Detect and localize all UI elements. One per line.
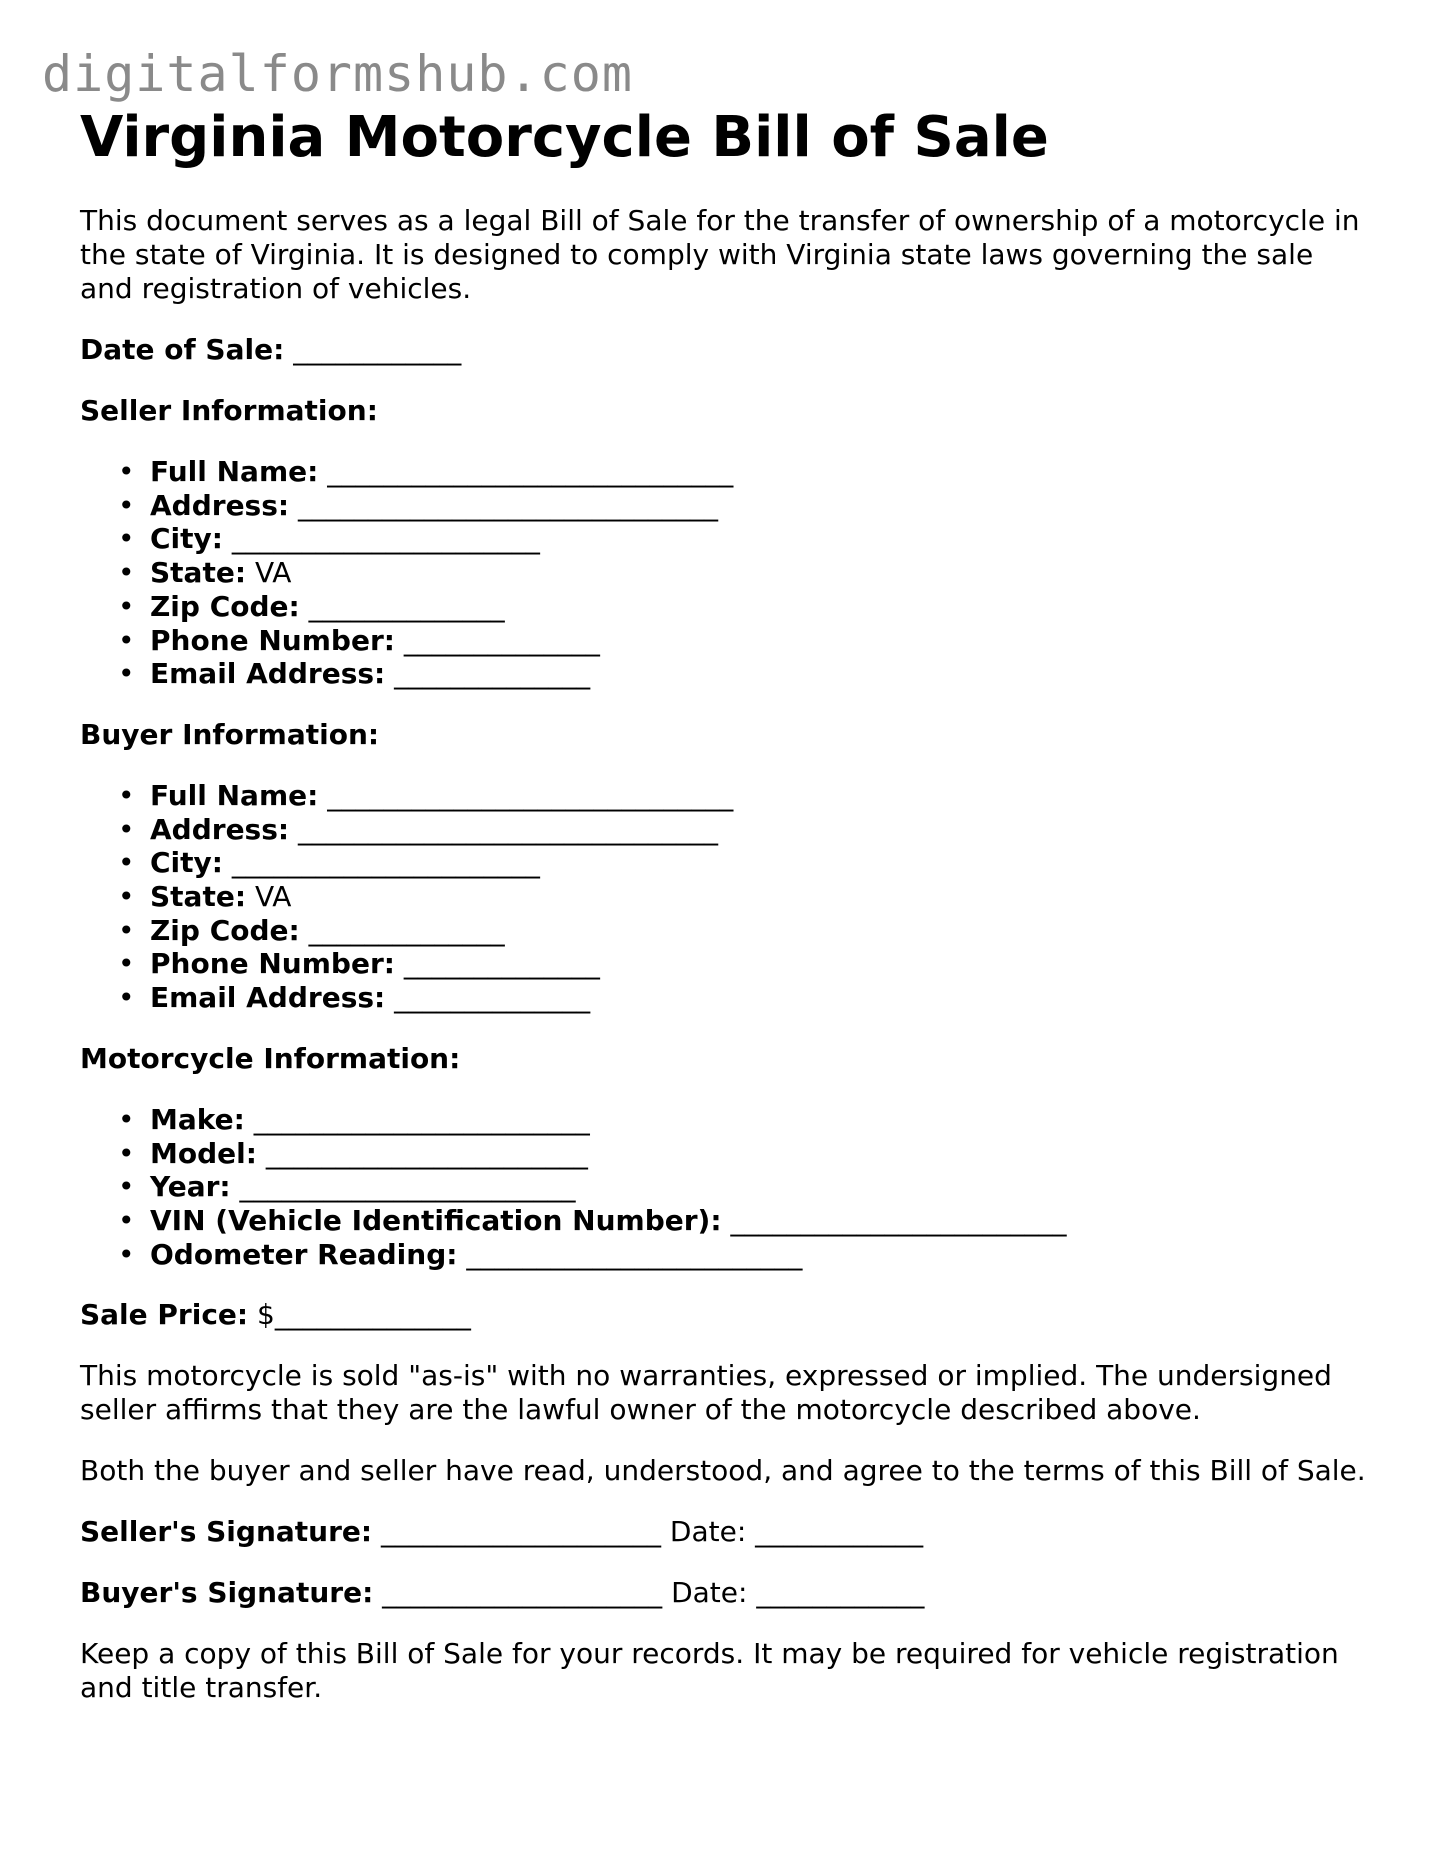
field-blank[interactable]: _____________________________ <box>327 778 734 812</box>
buyer-fields-list <box>80 779 1370 1015</box>
seller-signature-blank[interactable]: ____________________ <box>381 1515 661 1549</box>
buyer-date-label: Date: <box>671 1576 748 1610</box>
field-label: Phone Number: <box>150 947 395 981</box>
as-is-paragraph: This motorcycle is sold "as-is" with no warranties, expressed or implied. The undersigned seller affirms that they are the lawful owner of the motorcycle described above. <box>80 1359 1332 1427</box>
seller-fields-list <box>80 455 1370 691</box>
buyer-signature-label: Buyer's Signature: <box>80 1576 374 1610</box>
field-label: Year: <box>150 1170 231 1204</box>
date-of-sale-label: Date of Sale: <box>80 333 285 366</box>
motorcycle-vin-field <box>150 1204 1370 1238</box>
seller-signature-line <box>80 1515 1370 1549</box>
agreement-paragraph: Both the buyer and seller have read, understood, and agree to the terms of this Bill of Sale. <box>80 1454 1366 1488</box>
field-label: Full Name: <box>150 455 319 488</box>
field-value: VA <box>254 880 292 914</box>
field-label: Zip Code: <box>150 589 300 623</box>
field-label: Zip Code: <box>150 913 300 947</box>
motorcycle-year-field <box>150 1170 1370 1204</box>
page-title: Virginia Motorcycle Bill of Sale <box>80 105 1049 170</box>
buyer-signature-blank[interactable]: ____________________ <box>382 1576 663 1610</box>
watermark: digitalformshub.com <box>42 45 633 103</box>
field-blank[interactable]: ______________ <box>394 981 591 1015</box>
field-label: Phone Number: <box>150 623 395 657</box>
buyer-signature-line <box>80 1576 1370 1610</box>
field-label: State: <box>150 880 247 914</box>
seller-zip-code-field <box>150 590 1370 624</box>
document-page <box>80 98 1370 1705</box>
field-blank[interactable]: _______________________ <box>265 1136 588 1170</box>
intro-paragraph: This document serves as a legal Bill of Sale for the transfer of ownership of a motorcycle in the state of Virginia. It is designed to comply with Virginia state laws governing the sale and registration of vehicles. <box>80 204 1360 305</box>
field-label: City: <box>150 522 223 556</box>
motorcycle-fields-list <box>80 1103 1370 1272</box>
field-blank[interactable]: ______________ <box>403 623 600 657</box>
field-blank[interactable]: ______________________ <box>231 522 540 556</box>
field-label: Full Name: <box>150 778 319 812</box>
field-blank[interactable]: ______________________________ <box>298 488 718 522</box>
field-blank[interactable]: _____________________________ <box>327 455 734 488</box>
buyer-email-address-field <box>150 981 1370 1015</box>
footer-paragraph: Keep a copy of this Bill of Sale for your records. It may be required for vehicle registration and title transfer. <box>80 1637 1339 1705</box>
field-label: Address: <box>150 812 290 846</box>
field-label: VIN (Vehicle Identification Number): <box>150 1203 722 1237</box>
field-value: VA <box>254 556 292 590</box>
seller-state-field <box>150 556 1370 590</box>
motorcycle-section-heading: Motorcycle Information: <box>80 1041 461 1075</box>
field-blank[interactable]: ______________ <box>308 913 505 947</box>
seller-phone-number-field <box>150 624 1370 658</box>
field-blank[interactable]: ________________________ <box>239 1170 576 1204</box>
seller-email-address-field <box>150 657 1370 691</box>
seller-date-label: Date: <box>669 1515 747 1549</box>
date-of-sale-blank[interactable]: ____________ <box>293 333 462 366</box>
buyer-city-field <box>150 846 1370 880</box>
seller-signature-label: Seller's Signature: <box>80 1515 373 1549</box>
field-blank[interactable]: ________________________ <box>730 1203 1067 1237</box>
seller-full-name-field <box>150 455 1370 489</box>
field-blank[interactable]: ______________________________ <box>298 812 718 846</box>
field-blank[interactable]: ________________________ <box>253 1102 590 1136</box>
motorcycle-model-field <box>150 1137 1370 1171</box>
sale-price-label: Sale Price: <box>80 1298 249 1332</box>
field-label: City: <box>150 846 223 880</box>
field-label: Make: <box>150 1102 245 1136</box>
field-label: Email Address: <box>150 981 386 1015</box>
field-label: Model: <box>150 1136 257 1170</box>
field-blank[interactable]: ______________ <box>394 657 591 691</box>
field-blank[interactable]: ________________________ <box>466 1237 803 1271</box>
seller-city-field <box>150 522 1370 556</box>
buyer-full-name-field <box>150 779 1370 813</box>
field-label: Address: <box>150 488 290 522</box>
buyer-section-heading: Buyer Information: <box>80 717 380 751</box>
seller-address-field <box>150 489 1370 523</box>
field-label: Odometer Reading: <box>150 1237 458 1271</box>
buyer-address-field <box>150 813 1370 847</box>
field-label: State: <box>150 556 247 590</box>
field-label: Email Address: <box>150 657 386 691</box>
field-blank[interactable]: ______________ <box>308 589 505 623</box>
date-of-sale-field <box>80 333 1370 367</box>
buyer-phone-number-field <box>150 947 1370 981</box>
field-blank[interactable]: ______________________ <box>231 846 540 880</box>
buyer-zip-code-field <box>150 914 1370 948</box>
motorcycle-odometer-field <box>150 1238 1370 1272</box>
sale-price-field <box>80 1298 1370 1332</box>
seller-section-heading: Seller Information: <box>80 394 378 427</box>
sale-price-blank[interactable]: $______________ <box>257 1298 471 1332</box>
buyer-state-field <box>150 880 1370 914</box>
field-blank[interactable]: ______________ <box>403 947 600 981</box>
motorcycle-make-field <box>150 1103 1370 1137</box>
buyer-date-blank[interactable]: ____________ <box>756 1576 925 1610</box>
seller-date-blank[interactable]: ____________ <box>755 1515 924 1549</box>
